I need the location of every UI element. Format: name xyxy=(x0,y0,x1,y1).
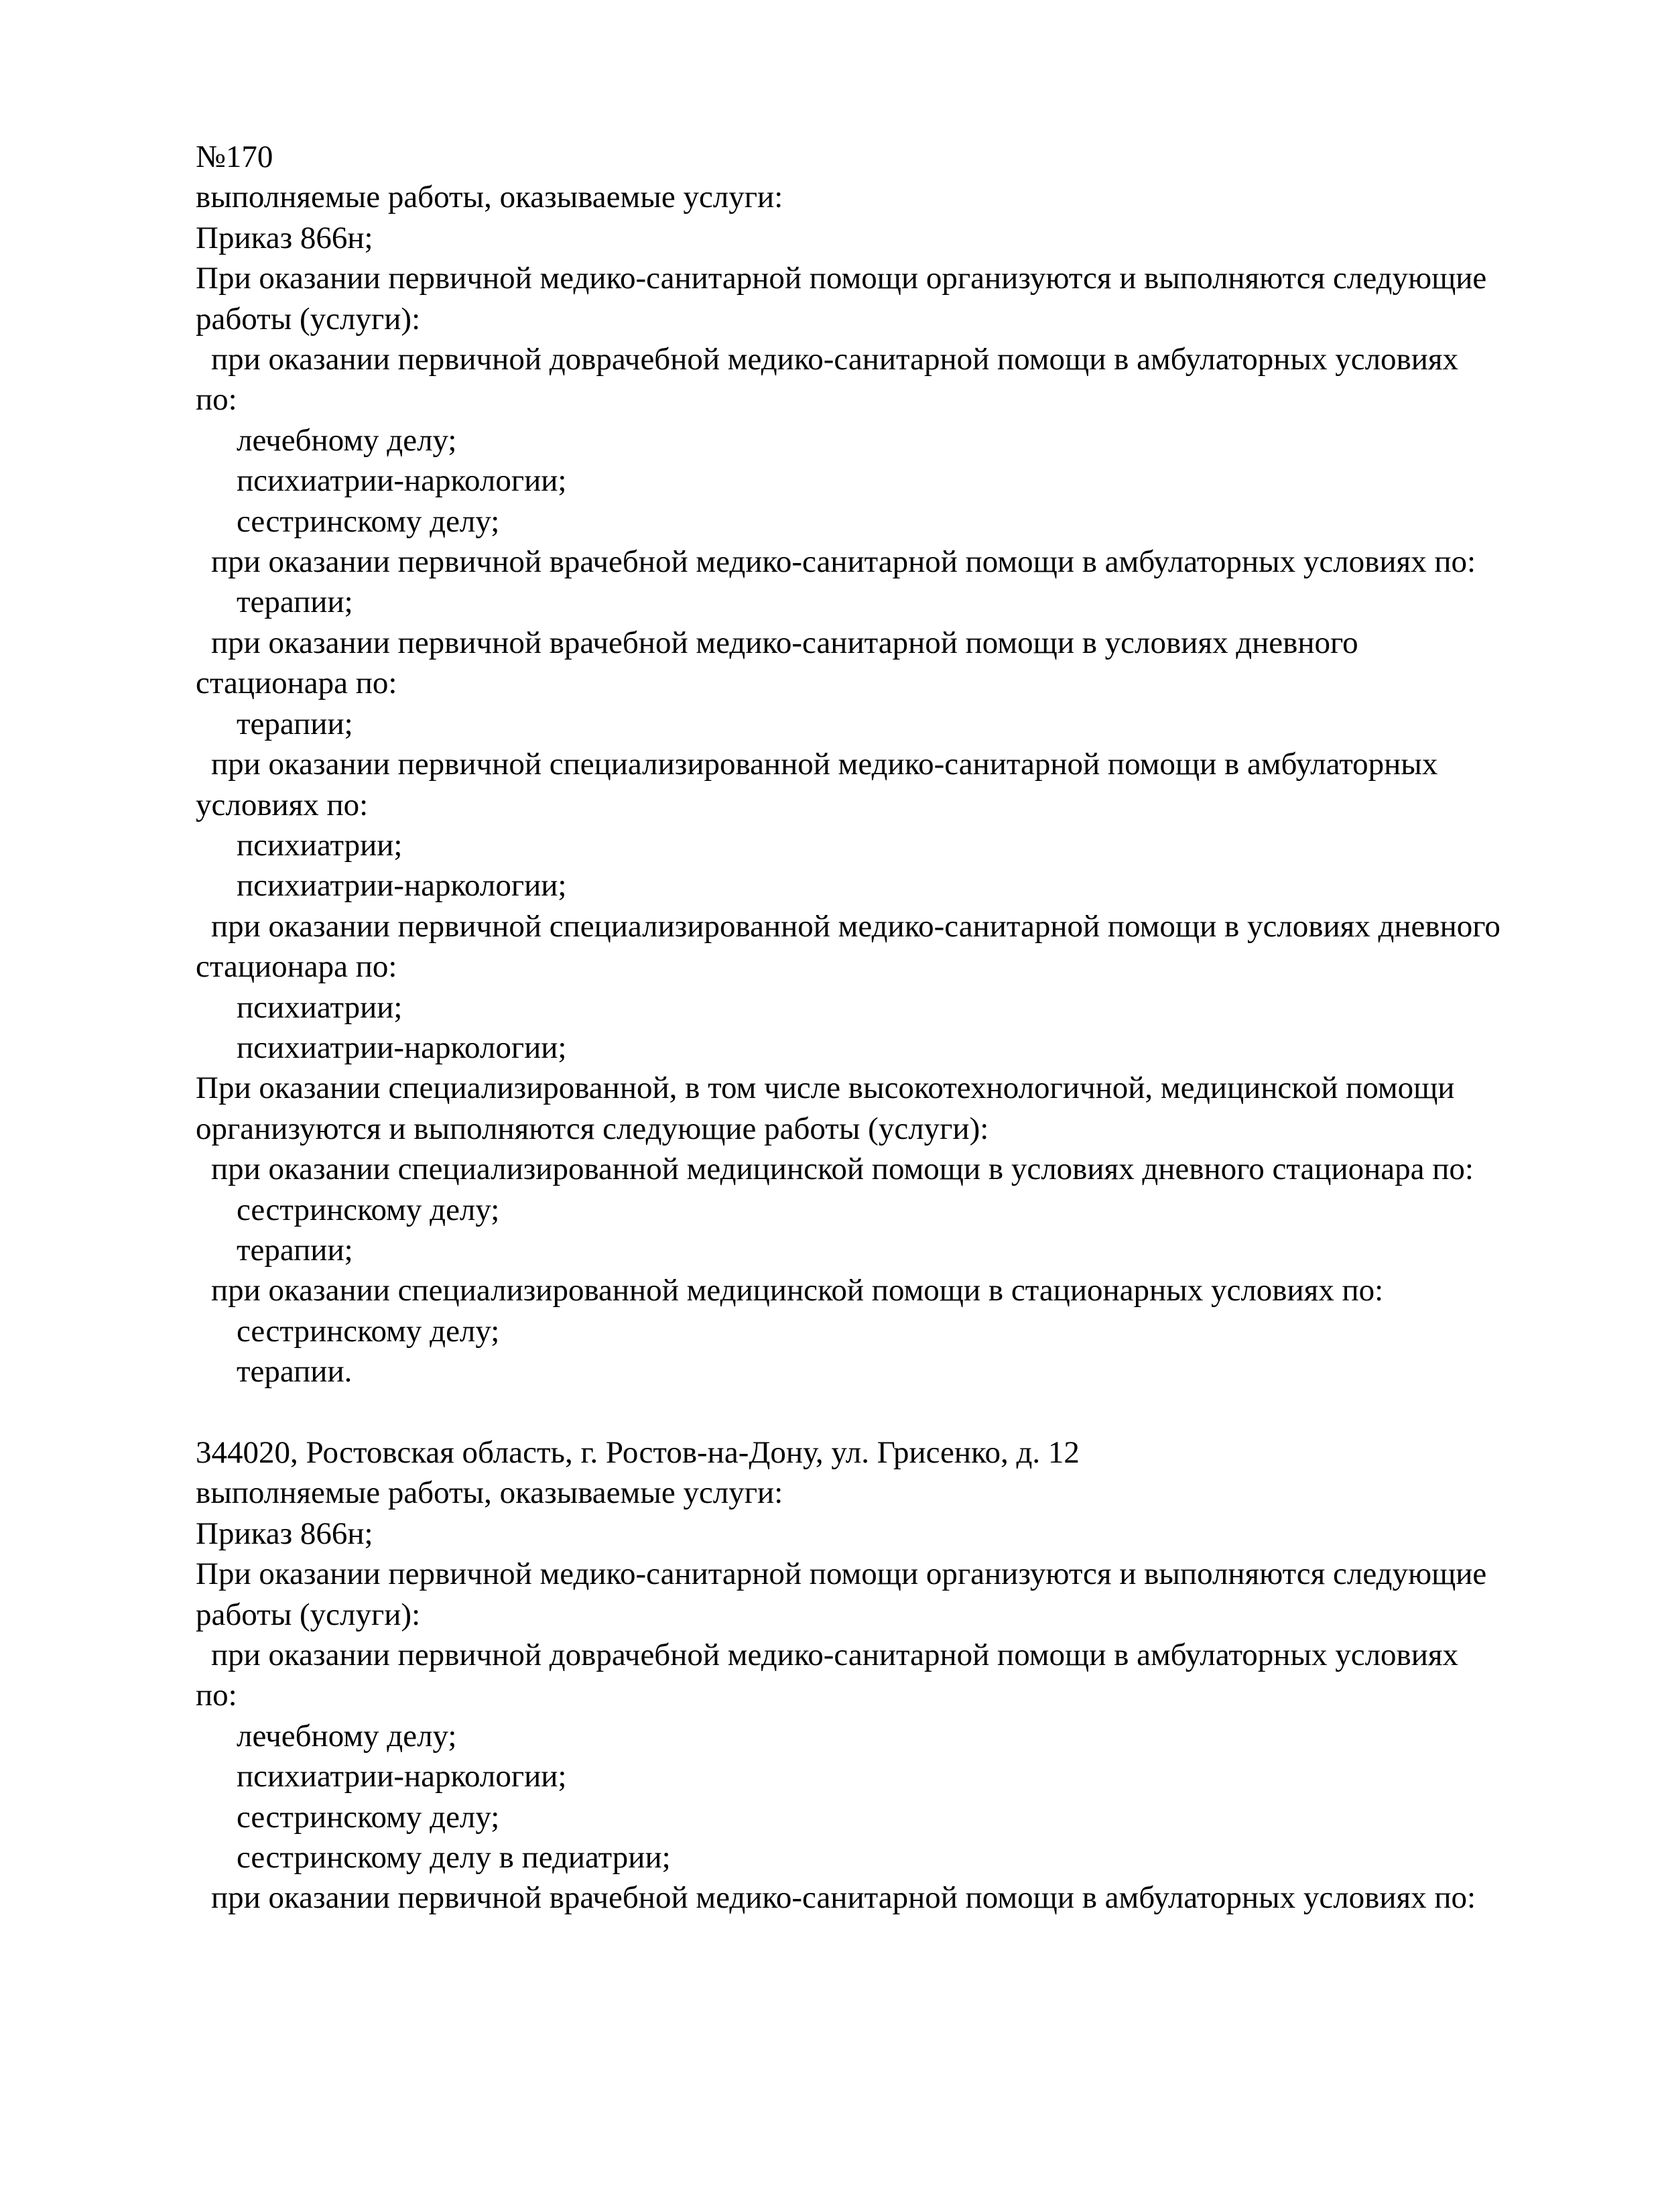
document-lines xyxy=(196,137,1622,1918)
text-line: выполняемые работы, оказываемые услуги: xyxy=(196,1475,783,1511)
text-line: при оказании первичной специализированной медико-санитарной помощи в условиях дневного xyxy=(211,908,1500,944)
text-line: при оказании первичной доврачебной медико-санитарной помощи в амбулаторных условиях xyxy=(211,342,1459,377)
text-line: работы (услуги): xyxy=(196,301,421,336)
text-line: стационара по: xyxy=(196,949,397,985)
text-line: при оказании первичной доврачебной медико-санитарной помощи в амбулаторных условиях xyxy=(211,1638,1459,1673)
text-line: при оказании специализированной медицинской помощи в стационарных условиях по: xyxy=(211,1273,1384,1308)
text-line: при оказании первичной врачебной медико-санитарной помощи в амбулаторных условиях по: xyxy=(211,1880,1476,1916)
text-line: организуются и выполняются следующие работы (услуги): xyxy=(196,1111,989,1146)
text-line: терапии; xyxy=(237,1232,353,1268)
text-line: терапии. xyxy=(237,1354,353,1390)
text-line: терапии; xyxy=(237,585,353,620)
text-line: стационара по: xyxy=(196,666,397,701)
text-line: психиатрии-наркологии; xyxy=(237,1030,567,1065)
text-line: психиатрии-наркологии; xyxy=(237,1759,567,1794)
text-line: при оказании специализированной медицинской помощи в условиях дневного стационара по: xyxy=(211,1152,1474,1187)
text-line: условиях по: xyxy=(196,787,369,822)
text-line: сестринскому делу; xyxy=(237,1313,500,1349)
text-line: психиатрии; xyxy=(237,989,403,1025)
text-line: При оказании первичной медико-санитарной помощи организуются и выполняются следующие xyxy=(196,1556,1487,1592)
text-line: Приказ 866н; xyxy=(196,1516,373,1551)
text-line: 344020, Ростовская область, г. Ростов-на-Дону, ул. Грисенко, д. 12 xyxy=(196,1434,1080,1470)
text-line: работы (услуги): xyxy=(196,1597,421,1632)
text-line: лечебному делу; xyxy=(237,422,457,458)
text-line: Приказ 866н; xyxy=(196,220,373,255)
text-line: сестринскому делу; xyxy=(237,1799,500,1835)
text-line: сестринскому делу в педиатрии; xyxy=(237,1840,671,1876)
text-line: выполняемые работы, оказываемые услуги: xyxy=(196,180,783,215)
text-line: При оказании специализированной, в том числе высокотехнологичной, медицинской помощи xyxy=(196,1070,1455,1106)
text-line: сестринскому делу; xyxy=(237,1192,500,1227)
text-line: психиатрии-наркологии; xyxy=(237,868,567,904)
text-line: лечебному делу; xyxy=(237,1718,457,1754)
text-line: при оказании первичной специализированной медико-санитарной помощи в амбулаторных xyxy=(211,747,1438,782)
text-line: терапии; xyxy=(237,706,353,741)
text-line: психиатрии; xyxy=(237,827,403,863)
text-line: при оказании первичной врачебной медико-санитарной помощи в амбулаторных условиях по: xyxy=(211,544,1476,580)
text-line: сестринскому делу; xyxy=(237,503,500,539)
text-line: При оказании первичной медико-санитарной помощи организуются и выполняются следующие xyxy=(196,261,1487,296)
text-line: при оказании первичной врачебной медико-санитарной помощи в условиях дневного xyxy=(211,625,1358,660)
text-line: психиатрии-наркологии; xyxy=(237,463,567,499)
text-line: по: xyxy=(196,382,237,418)
text-line: по: xyxy=(196,1678,237,1713)
text-line: №170 xyxy=(196,139,273,174)
text-line xyxy=(196,1392,1622,1432)
